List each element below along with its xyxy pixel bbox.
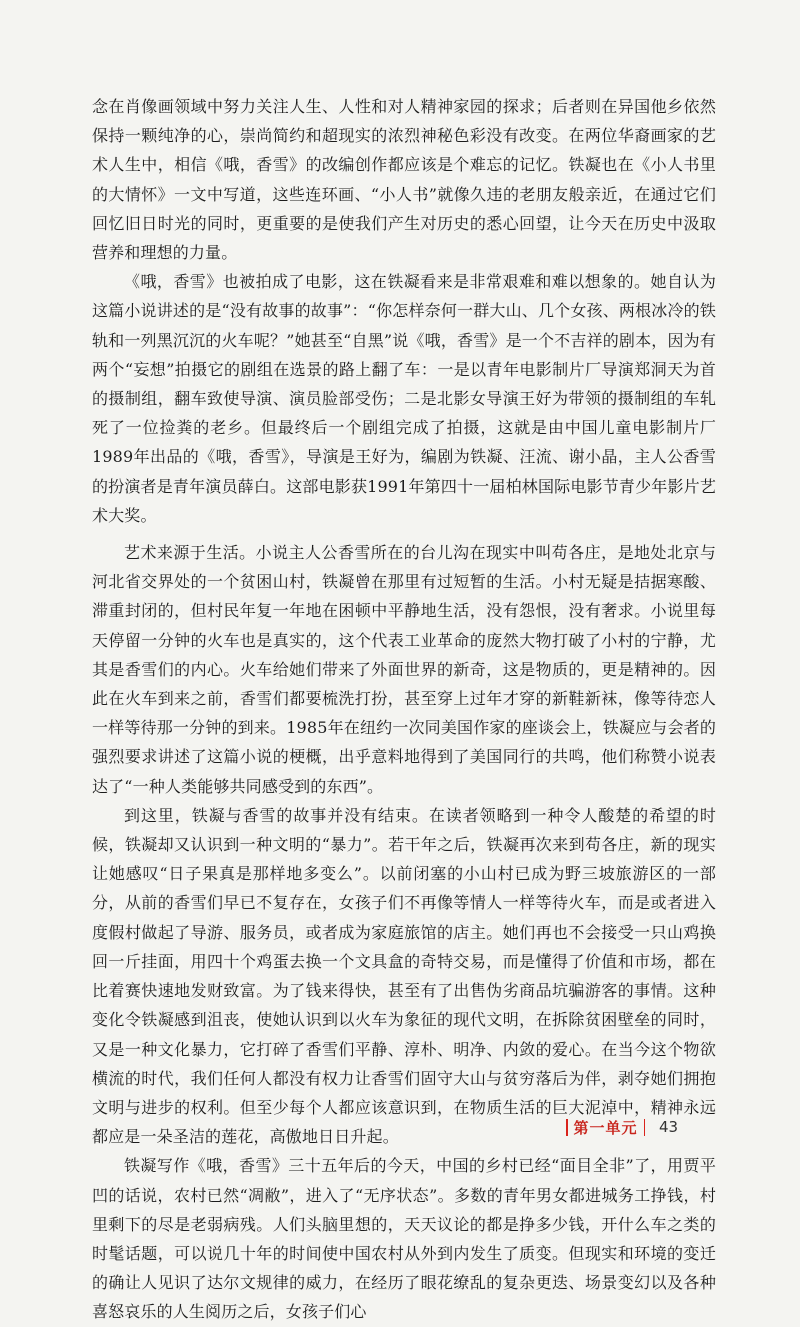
- paragraph-5: 铁凝写作《哦，香雪》三十五年后的今天，中国的乡村已经“面目全非”了，用贾平凹的话说，农村已然“凋敝”，进入了“无序状态”。多数的青年男女都进城务工挣钱，村里剩下的尽是老弱病残。人们头脑里想的，天天议论的都是挣多少钱，开什么车之类的时髦话题，可以说几十年的时间使中国农村从外到内发生了质变。但现实和环境的变迁的确让人见识了达尔文规律的威力，在经历了眼花缭乱的复杂更迭、场景变幻以及各种喜怒哀乐的人生阅历之后，女孩子们心: [92, 1156, 716, 1322]
- page-number: 43: [659, 1118, 679, 1136]
- footer-divider-left: [566, 1119, 568, 1136]
- footer-divider-right: [644, 1119, 646, 1136]
- paragraph-4: 到这里，铁凝与香雪的故事并没有结束。在读者领略到一种令人酸楚的希望的时候，铁凝却又认识到一种文明的“暴力”。若干年之后，铁凝再次来到苟各庄，新的现实让她感叹“日子果真是那样地多变么”。以前闭塞的小山村已成为野三坡旅游区的一部分，从前的香雪们早已不复存在，女孩子们不再像等情人一样等待火车，而是或者进入度假村做起了导游、服务员，或者成为家庭旅馆的店主。她们再也不会接受一只山鸡换回一斤挂面，用四十个鸡蛋去换一个文具盒的奇特交易，而是懂得了价值和市场，都在比着赛快速地发财致富。为了钱来得快，甚至有了出售伪劣商品坑骗游客的事情。这种变化令铁凝感到沮丧，使她认识到以火车为象征的现代文明，在拆除贫困壁垒的同时，又是一种文化暴力，它打碎了香雪们平静、淳朴、明净、内敛的爱心。在当今这个物欲横流的时代，我们任何人都没有权力让香雪们固守大山与贫穷落后为伴，剥夺她们拥抱文明与进步的权利。但至少每个人都应该意识到，在物质生活的巨大泥淖中，精神永远都应是一朵圣洁的莲花，高傲地日日升起。: [92, 805, 716, 1147]
- page-footer: [560, 1115, 740, 1139]
- paragraph-1: 念在肖像画领域中努力关注人生、人性和对人精神家园的探求；后者则在异国他乡依然保持一颗纯净的心，崇尚简约和超现实的浓烈神秘色彩没有改变。在两位华裔画家的艺术人生中，相信《哦，香雪》的改编创作都应该是个难忘的记忆。铁凝也在《小人书里的大情怀》一文中写道，这些连环画、“小人书”就像久违的老朋友般亲近，在通过它们回忆旧日时光的同时，更重要的是使我们产生对历史的悉心回望，让今天在历史中汲取营养和理想的力量。: [92, 97, 716, 263]
- unit-label: 第一单元: [573, 1118, 638, 1137]
- paragraph-2: 《哦，香雪》也被拍成了电影，这在铁凝看来是非常艰难和难以想象的。她自认为这篇小说讲述的是“没有故事的故事”：“你怎样奈何一群大山、几个女孩、两根冰冷的铁轨和一列黑沉沉的火车呢？”她甚至“自黑”说《哦，香雪》是一个不吉祥的剧本，因为有两个“妄想”拍摄它的剧组在选景的路上翻了车：一是以青年电影制片厂导演郑洞天为首的摄制组，翻车致使导演、演员脸部受伤；二是北影女导演王好为带领的摄制组的车轧死了一位捡粪的老乡。但最终后一个剧组完成了拍摄，这就是由中国儿童电影制片厂1989年出品的《哦，香雪》，导演是王好为，编剧为铁凝、汪流、谢小晶，主人公香雪的扮演者是青年演员薛白。这部电影获1991年第四十一届柏林国际电影节青少年影片艺术大奖。: [92, 272, 716, 525]
- page-body: [92, 92, 716, 1327]
- paragraph-3: 艺术来源于生活。小说主人公香雪所在的台儿沟在现实中叫苟各庄，是地处北京与河北省交界处的一个贫困山村，铁凝曾在那里有过短暂的生活。小村无疑是拮据寒酸、滞重封闭的，但村民年复一年地在困顿中平静地生活，没有怨恨，没有奢求。小说里每天停留一分钟的火车也是真实的，这个代表工业革命的庞然大物打破了小村的宁静，尤其是香雪们的内心。火车给她们带来了外面世界的新奇，这是物质的，更是精神的。因此在火车到来之前，香雪们都要梳洗打扮，甚至穿上过年才穿的新鞋新袜，像等待恋人一样等待那一分钟的到来。1985年在纽约一次同美国作家的座谈会上，铁凝应与会者的强烈要求讲述了这篇小说的梗概，出乎意料地得到了美国同行的共鸣，他们称赞小说表达了“一种人类能够共同感受到的东西”。: [92, 543, 716, 796]
